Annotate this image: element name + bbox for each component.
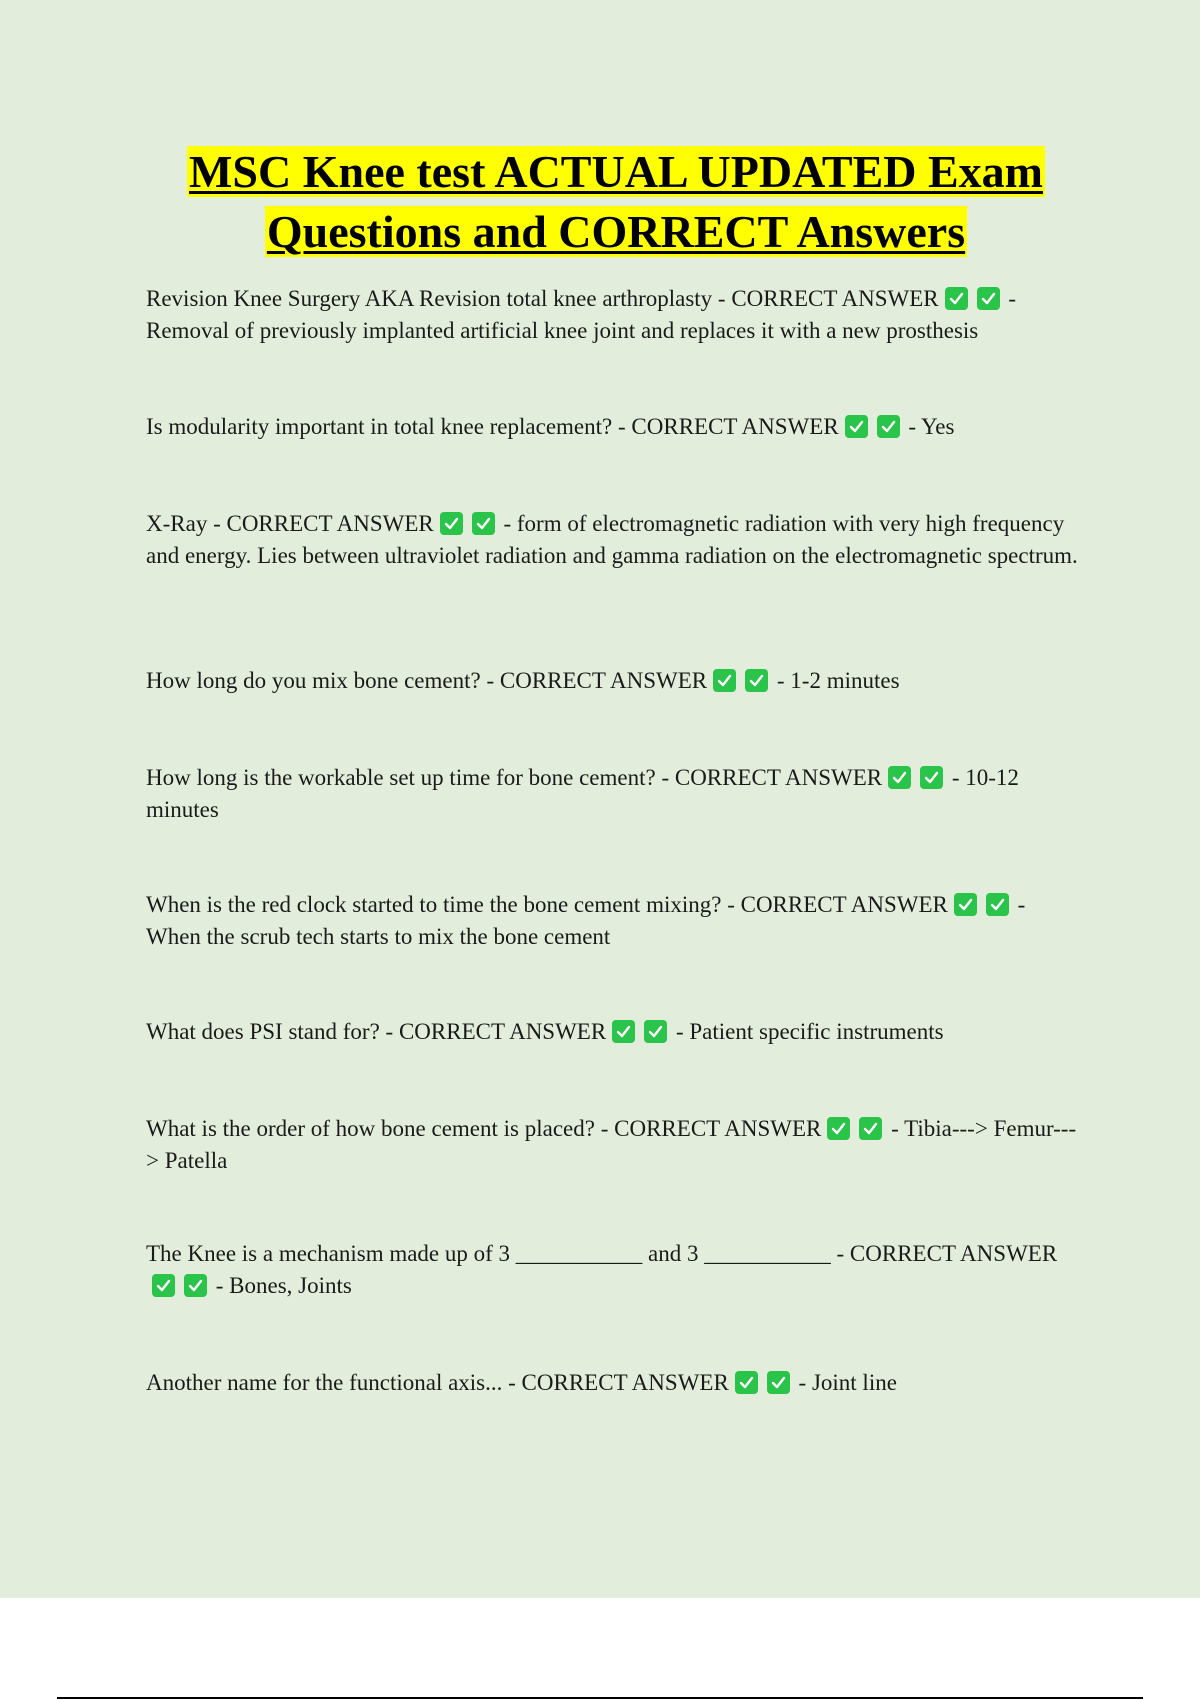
check-icon (767, 1371, 790, 1394)
answer-text: - Bones, Joints (210, 1273, 352, 1298)
check-icon (745, 669, 768, 692)
answer-text: - Tibia---> Femur---> Patella (146, 1116, 1077, 1173)
answer-text: - When the scrub tech starts to mix the bone cement (146, 892, 1026, 949)
question-text: The Knee is a mechanism made up of 3 ___________ and 3 ___________ - (146, 1241, 850, 1266)
check-icon (945, 287, 968, 310)
answer-marker: CORRECT ANSWER (731, 286, 939, 311)
question-text: How long do you mix bone cement? - (146, 668, 500, 693)
question-text: What is the order of how bone cement is placed? - (146, 1116, 615, 1141)
answer-text: - 1-2 minutes (771, 668, 900, 693)
qa-item (146, 1016, 1081, 1048)
check-icon (986, 893, 1009, 916)
qa-item (146, 1113, 1081, 1177)
question-text: Another name for the functional axis... - (146, 1370, 522, 1395)
check-icon (954, 893, 977, 916)
check-icon (859, 1117, 882, 1140)
check-icon (612, 1020, 635, 1043)
check-icon (472, 512, 495, 535)
qa-item (146, 508, 1081, 572)
answer-marker: CORRECT ANSWER (631, 414, 839, 439)
qa-item (146, 889, 1081, 953)
check-icon (888, 766, 911, 789)
question-text: Revision Knee Surgery AKA Revision total knee arthroplasty - (146, 286, 732, 311)
answer-text: - Joint line (792, 1370, 897, 1395)
question-text: How long is the workable set up time for bone cement? - (146, 765, 675, 790)
answer-marker: CORRECT ANSWER (674, 765, 883, 790)
answer-marker: CORRECT ANSWER (740, 892, 948, 917)
question-text: X-Ray - (146, 511, 227, 536)
answer-marker: CORRECT ANSWER (398, 1019, 607, 1044)
check-icon (644, 1020, 667, 1043)
question-text: When is the red clock started to time the bone cement mixing? - (146, 892, 741, 917)
qa-item (146, 411, 1081, 443)
check-icon (845, 415, 868, 438)
question-text: What does PSI stand for? - (146, 1019, 399, 1044)
qa-item (146, 283, 1081, 347)
question-text: Is modularity important in total knee replacement? - (146, 414, 632, 439)
qa-item (146, 1367, 1081, 1399)
document-title (60, 142, 1172, 262)
qa-item (146, 762, 1081, 826)
check-icon (184, 1274, 207, 1297)
check-icon (152, 1274, 175, 1297)
check-icon (877, 415, 900, 438)
check-icon (735, 1371, 758, 1394)
answer-text: - form of electromagnetic radiation with very high frequency and energy. Lies between ultraviolet radiation and gamma radiation on the electromagnetic spectrum. (146, 511, 1078, 568)
qa-item (146, 1238, 1081, 1302)
footer-divider (57, 1697, 1143, 1699)
answer-marker: CORRECT ANSWER (499, 668, 708, 693)
answer-marker: CORRECT ANSWER (521, 1370, 729, 1395)
answer-marker: CORRECT ANSWER (614, 1116, 822, 1141)
answer-text: - Patient specific instruments (670, 1019, 944, 1044)
check-icon (827, 1117, 850, 1140)
title-line-2: Questions and CORRECT Answers (266, 206, 966, 257)
answer-marker: CORRECT ANSWER (226, 511, 434, 536)
title-line-1: MSC Knee test ACTUAL UPDATED Exam (189, 146, 1043, 197)
check-icon (440, 512, 463, 535)
answer-text: - Removal of previously implanted artificial knee joint and replaces it with a new prosthesis (146, 286, 1017, 343)
answer-text: - Yes (902, 414, 955, 439)
qa-item (146, 665, 1081, 697)
check-icon (977, 287, 1000, 310)
check-icon (713, 669, 736, 692)
check-icon (920, 766, 943, 789)
answer-marker: CORRECT ANSWER (849, 1241, 1058, 1266)
answer-text: - 10-12 minutes (146, 765, 1019, 822)
